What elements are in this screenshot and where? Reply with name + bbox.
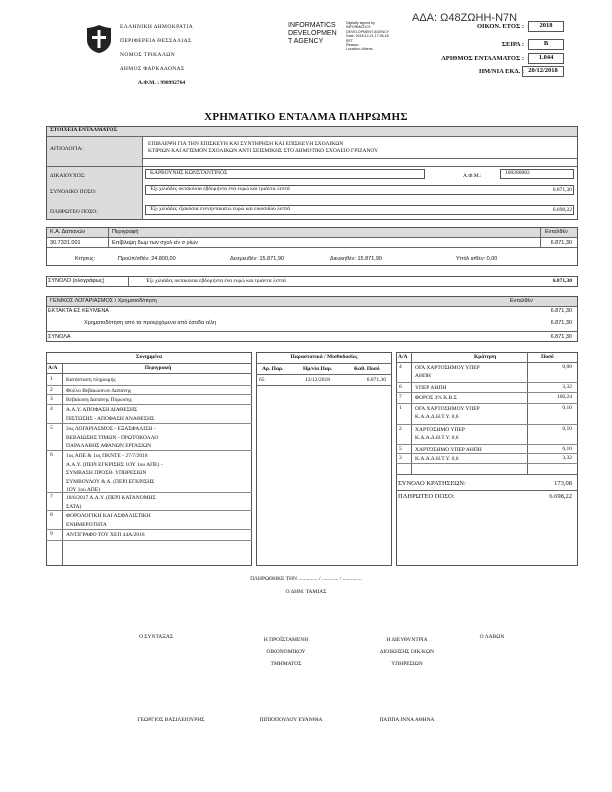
synoliko-words: Έξι χιλιάδες οκτακόσια εβδομήντα ένα ευρώ και τριάντα λεπτά <box>145 185 574 195</box>
accounts-header: ΓΕΝΙΚΟΣ ΛΟΓΑΡΙΑΣΜΟΣ / Χρηματοδότηση <box>50 298 157 304</box>
deduction-name <box>415 394 457 402</box>
attachment-number: 7 <box>50 494 53 500</box>
signature-line: Reason: <box>346 43 360 48</box>
deduction-amount: 166,24 <box>556 394 572 400</box>
accounts-row1-label: ΕΚΤΑΚΤΑ ΕΣ ΚΕΥΜΕΝΑ <box>48 308 109 314</box>
attachment-description-line: ΒΕΒΑΙΩΣΗΣ ΤΙΜΩΝ - ΠΡΩΤΟΚΟΛΛΟ <box>66 434 159 441</box>
deduction-name-line: ΟΓΑ ΧΑΡΤΟΣΗΜΟΥ ΥΠΕΡ <box>415 406 480 412</box>
signing-agency <box>288 22 337 46</box>
aitiologia-text <box>148 141 378 155</box>
aitiologia-line: ΚΤΙΡΙΩΝ ΚΑΙ ΑΓΙΣΜΟΝ ΣΧΟΛΙΚΩΝ ΑΝΤΙ ΣΕΙΣΜΙΚΗΣ ΣΤΟ ΔΗΜΟΤΙΚΟ ΣΧΟΛΕΙΟ ΓΡΙΖΑΝΟΥ <box>148 148 379 154</box>
deduction-amount: 0,00 <box>562 364 572 370</box>
agency-line: INFORMATICS <box>288 22 336 29</box>
synolo-label: ΣΥΝΟΛΟ (ολογράφως) <box>48 278 105 284</box>
signature-line: Location: Athens <box>346 47 373 52</box>
signature-title-line: ΤΜΗΜΑΤΟΣ <box>270 661 302 667</box>
authority-line: ΕΛΛΗΝΙΚΗ ΔΗΜΟΚΡΑΤΙΑ <box>120 24 194 30</box>
attachment-description-line: ΠΑΡΑΛΑΒΗΣ ΑΦΑΝΩΝ ΕΡΓΑΣΙΩΝ <box>66 443 152 449</box>
deduction-name-line: ΧΑΡΤΟΣΗΜΟ ΥΠΕΡ <box>415 427 465 433</box>
plirotero-label: ΠΛΗΡΩΤΕΟ ΠΟΣΟ: <box>50 209 98 215</box>
attachment-description <box>66 494 156 511</box>
deduction-name <box>415 405 480 421</box>
attachment-description-line: 18/6/2017 Α.Α.Υ. (ΠΕΡΙ ΚΑΤΑΝΟΜΗΣ <box>66 495 156 501</box>
attachment-description-line: 1ΟΥ 1ου ΑΠΕ) <box>66 487 101 493</box>
ka-detail-desmeuthen: Δεσμευθέν: 15.871,90 <box>230 256 284 262</box>
signature-title-line: Η ΔΙΕΥΘΥΝΤΡΙΑ <box>386 637 428 643</box>
divider <box>46 237 578 238</box>
authority-line: ΝΟΜΟΣ ΤΡΙΚΑΛΩΝ <box>120 52 176 58</box>
ka-header-code: Κ.Α. Δαπανών <box>50 229 86 235</box>
attachment-number: 9 <box>50 531 53 537</box>
deduction-name <box>415 426 465 442</box>
agency-line: T AGENCY <box>288 38 324 45</box>
signature-title-line: ΥΠΗΡΕΣΙΩΝ <box>391 661 423 667</box>
deduction-row <box>396 454 578 464</box>
accounts-row1-value: 6.871,30 <box>550 308 572 314</box>
deduction-amount: 0,10 <box>562 405 572 411</box>
deduction-name-line: ΥΠΕΡ ΑΗΠΗ <box>415 385 447 391</box>
divider <box>396 474 578 475</box>
signature-line: Date: 2018.12.21 17:35:18 <box>346 34 389 39</box>
attachment-row <box>46 405 252 424</box>
divider <box>46 363 252 364</box>
synoliko-label: ΣΥΝΟΛΙΚΟ ΠΟΣΟ: <box>50 189 97 195</box>
signature-line: INFORMATICS <box>346 25 371 30</box>
invoices-header-num: Αρ. Παρ. <box>262 366 284 372</box>
attachment-description-line: ΠΙΣΤΩΣΗΣ - ΑΠΟΦΑΣΗ ΑΝΑΘΕΣΗΣ <box>66 415 155 422</box>
signature-title-line: Ο ΣΥΝΤΑΞΑΣ <box>138 634 174 640</box>
ka-detail-dieukithen: Διευκηθέν: 15.871,90 <box>330 256 382 262</box>
attachment-description <box>66 425 158 451</box>
deduction-amount: 3,32 <box>562 455 572 461</box>
dikaiouxos-label: ΔΙΚΑΙΟΥΧΟΣ: <box>50 173 86 179</box>
dikaiouxos-value: ΚΑΡΒΟΥΝΗΣ ΚΩΝΣΤΑΝΤΙΝΟΣ <box>145 169 425 179</box>
meta-value-date: 20/12/2018 <box>522 66 564 77</box>
signatory-name-composer: ΓΕΩΡΓΙΟΣ ΒΑΣΙΛΕΙΟΥΡΗΣ <box>137 717 205 723</box>
deduction-row <box>396 363 578 383</box>
meta-value-series: Β <box>528 39 564 50</box>
attachment-description-line: ΣΑΤΑ) <box>66 503 82 510</box>
meta-label-series: ΣΕΙΡΑ : <box>501 41 524 48</box>
deduction-name-line: ΦΟΡΟΣ 3% Κ.Β.Σ <box>415 395 457 401</box>
deduction-name-line: Κ.Α.Α.Δ.Η.Τ.Υ. 0,6 <box>415 414 459 420</box>
synolo-words: Έξι χιλιάδες οκτακόσια εβδομήντα ένα ευρώ και τριάντα λεπτά <box>146 278 286 284</box>
deduction-name-line: Κ.Α.Α.Δ.Η.Τ.Υ. 0,6 <box>415 435 459 441</box>
attachment-row <box>46 386 252 395</box>
deductions-payable-label: ΠΛΗΡΩΤΕΟ ΠΟΣΟ: <box>398 493 455 500</box>
signature-title-head <box>236 634 336 670</box>
deduction-amount: 0,10 <box>562 446 572 452</box>
signatory-name-director: ΠΑΠΠΑ ΙΝΝΑ ΑΘΗΝΑ <box>379 717 435 723</box>
deduction-row <box>396 425 578 445</box>
deductions-header-name: Κράτηση <box>474 354 497 360</box>
page-title: ΧΡΗΜΑΤΙΚΟ ΕΝΤΑΛΜΑ ΠΛΗΡΩΜΗΣ <box>204 111 408 123</box>
attachment-description <box>66 531 145 540</box>
deductions-header-amount: Ποσό <box>541 354 554 360</box>
ka-amount: 6.871,30 <box>550 240 572 246</box>
attachment-description-line: ΣΥΜΒΟΥΛΟΥ & Α. (ΠΕΡΙ ΕΓΚΡΙΣΗΣ <box>66 478 155 485</box>
deduction-number: 4 <box>399 364 402 370</box>
signature-title-line: Η ΠΡΟΪΣΤΑΜΕΝΗ <box>263 637 309 643</box>
attachment-description-line: ΕΝΗΜΕΡΟΤΗΤΑ <box>66 521 107 528</box>
invoices-header-date: Ημ/νία Παρ. <box>303 366 333 372</box>
divider <box>46 373 252 374</box>
meta-value-number: 1.044 <box>528 53 564 64</box>
attachment-number: 8 <box>50 512 53 518</box>
deduction-row <box>396 445 578 454</box>
attachment-description-line: Α.Α.Υ. ΑΠΟΦΑΣΗ ΔΙΑΘΕΣΗΣ <box>66 407 138 413</box>
attachments-header-aa: Α/Α <box>48 365 58 371</box>
paid-on-line: ΠΛΗΡΩΘΗΚΕ ΤΗΝ .............. / ............ / .............. <box>250 576 362 582</box>
deduction-row <box>396 404 578 425</box>
deduction-name <box>415 446 482 454</box>
invoice-amount: 6.871,30 <box>366 377 386 383</box>
attachments-header-desc: Περιγραφή <box>144 365 172 371</box>
authority-line: ΠΕΡΙΦΕΡΕΙΑ ΘΕΣΣΑΛΙΑΣ <box>120 38 192 44</box>
attachment-description-line: 2ος ΛΟΓΑΡΙΑΣΜΟΣ - ΕΞΑΣΦΑΛΙΣΗ - <box>66 426 156 432</box>
accounts-header-amount: Ενταλθέν <box>510 298 533 304</box>
signature-title-line: Ο ΛΑΒΩΝ <box>479 634 505 640</box>
ka-code: 30.7331.001 <box>50 240 81 246</box>
signatory-name-head: ΠΙΠΙΟΠΟΥΛΟΥ ΕΥΑΝΘΙΑ <box>259 717 323 723</box>
attachments-title: Συνημμένα <box>135 354 163 360</box>
deduction-name-line: Κ.Α.Α.Δ.Η.Τ.Υ. 0,6 <box>415 456 459 462</box>
attachment-description <box>66 512 151 529</box>
plirotero-words: Έξι χιλιάδες εξακόσια ενενηντακατώ ευρώ και εικοσιδύο λεπτά <box>145 205 574 215</box>
deduction-number: 1 <box>399 405 402 411</box>
divider <box>108 227 109 247</box>
divider <box>46 166 578 167</box>
deduction-name <box>415 455 459 463</box>
synoliko-value: 6.871,30 <box>552 187 572 193</box>
deduction-number: 2 <box>399 426 402 432</box>
section-header: ΣΤΟΙΧΕΙΑ ΕΝΤΑΛΜΑΤΟΣ <box>47 127 577 136</box>
signature-title-line: ΟΙΚΟΝΟΜΙΚΟΥ <box>266 649 306 655</box>
divider <box>46 247 578 248</box>
deduction-amount: 3,32 <box>562 384 572 390</box>
divider <box>142 136 143 220</box>
attachment-description-line: Α.Α.Υ. (ΠΕΡΙ ΕΓΚΡΙΣΗΣ 1ΟΥ 1ου ΑΠΕ) - <box>66 461 163 468</box>
invoice-num: 65 <box>259 377 265 383</box>
attachment-number: 3 <box>50 396 53 402</box>
coat-of-arms-icon <box>86 24 112 54</box>
accounts-total-label: ΣΥΝΟΛΑ <box>48 334 71 340</box>
signature-line: DEVELOPMENT AGENCY <box>346 29 390 34</box>
deduction-name-line: ΟΓΑ ΧΑΡΤΟΣΗΜΟΥ ΥΠΕΡ <box>415 365 480 371</box>
meta-label-year: ΟΙΚΟΝ. ΕΤΟΣ : <box>476 23 524 30</box>
signature-title-director <box>352 634 462 670</box>
attachment-description-line: Φύλλο Βεβαιώσεων Δαπάνης <box>66 388 132 394</box>
attachment-row <box>46 451 252 493</box>
attachment-number: 4 <box>50 406 53 412</box>
authority-afm: Α.Φ.Μ. : 998992764 <box>138 80 186 86</box>
attachment-row <box>46 530 252 541</box>
deduction-name <box>415 384 446 392</box>
attachment-description <box>66 396 132 405</box>
deduction-name <box>415 364 480 380</box>
ada-watermark: ΑΔΑ: Ω48ΖΩΗΗ-Ν7Ν <box>412 12 518 24</box>
deductions-header-aa: Α/Α <box>398 354 408 360</box>
attachment-description <box>66 452 163 495</box>
ka-detail-proypologisthen: Προϋπ/σθέν: 24.800,00 <box>118 256 176 262</box>
deductions-payable-value: 6.698,22 <box>549 493 572 500</box>
deduction-name-line: ΑΗΠΗ <box>415 373 431 379</box>
authority-line: ΔΗΜΟΣ ΦΑΡΚΑΔΟΝΑΣ <box>120 66 185 72</box>
synolo-box <box>46 276 578 287</box>
afm-label: Α.Φ.Μ.: <box>463 173 482 179</box>
deduction-row <box>396 393 578 404</box>
treasurer-title: Ο ΔΗΜ. ΤΑΜΙΑΣ <box>285 589 327 595</box>
authority-header <box>120 24 193 80</box>
invoices-header-amount: Καθ. Ποσό <box>354 366 380 372</box>
accounts-row2-label: Χρηματοδότηση από τα προερχόμενα από έσοδα τέλη <box>84 320 217 326</box>
agency-line: DEVELOPMEN <box>288 30 337 37</box>
divider <box>46 331 578 332</box>
signature-title-line: ΔΙΟΙΚΗΣΗΣ ΟΙΚ/ΚΩΝ <box>379 649 435 655</box>
accounts-total-value: 6.871,30 <box>550 334 572 340</box>
invoices-title: Παραστατικά / Μισθοδοσίες <box>290 354 358 360</box>
divider <box>256 363 392 364</box>
divider <box>128 276 129 287</box>
meta-label-date: ΗΜ/ΝΙΑ ΕΚΔ. : <box>478 68 524 75</box>
deduction-name-line: ΧΑΡΤΟΣΗΜΟ ΥΠΕΡ ΑΗΠΗ <box>415 447 482 453</box>
attachment-row <box>46 493 252 511</box>
attachment-description <box>66 406 154 423</box>
attachment-description-line: ΑΝΤΙΓΡΑΦΟ ΤΟΥ ΧΕΠ 44Α/2018 <box>66 532 145 538</box>
deduction-number: 3 <box>399 455 402 461</box>
attachment-description-line: ΣΥΜΒΑΣΗ ΠΡΟΣΘ. ΥΠΗΡΕΣΙΩΝ <box>66 470 147 476</box>
signature-title-receiver <box>462 634 522 641</box>
aitiologia-label: ΑΙΤΙΟΛΟΓΙΑ: <box>50 146 83 152</box>
plirotero-value: 6.698,22 <box>552 207 572 213</box>
divider <box>46 306 578 307</box>
deductions-total-value: 173,08 <box>554 480 572 487</box>
signature-line: EET <box>346 38 353 43</box>
attachment-description <box>66 376 116 385</box>
deduction-number: 7 <box>399 394 402 400</box>
ka-header-amount: Ενταλθέν <box>545 229 568 235</box>
divider <box>256 385 392 386</box>
invoice-date: 13/12/2018 <box>305 377 331 383</box>
synolo-value: 6.871,30 <box>552 278 572 284</box>
attachment-row <box>46 511 252 530</box>
digital-signature-details <box>346 21 389 52</box>
attachment-description-line: 1ος ΑΠΕ & 1ος ΠΚΝΤΕ - 27/7/2018 <box>66 453 148 459</box>
attachment-number: 2 <box>50 387 53 393</box>
attachment-description-line: Κατάσταση πληρωμής <box>66 377 116 383</box>
signature-line: Digitally signed by <box>346 21 375 25</box>
deduction-number: 5 <box>399 446 402 452</box>
attachment-number: 6 <box>50 452 53 458</box>
signature-title-composer <box>106 634 206 641</box>
deductions-rows <box>396 363 578 464</box>
attachment-description-line: ΦΟΡΟΛΟΓΙΚΗ ΚΑΙ ΑΣΦΑΛΙΣΤΙΚΗ <box>66 513 151 519</box>
attachment-number: 1 <box>50 376 53 382</box>
divider <box>142 158 578 159</box>
divider <box>396 490 578 491</box>
ka-header-description: Περιγραφή <box>112 229 139 235</box>
meta-label-number: ΑΡΙΘΜΟΣ ΕΝΤΑΛΜΑΤΟΣ : <box>441 55 524 62</box>
afm-value: 100280082 <box>500 169 574 179</box>
attachment-row <box>46 375 252 386</box>
deduction-row <box>396 383 578 393</box>
divider <box>256 374 392 375</box>
accounts-row2-value: 6.871,30 <box>550 320 572 326</box>
attachment-number: 5 <box>50 425 53 431</box>
ka-detail-ypoloipo: Υπόλ ισθέν: 0,00 <box>456 256 498 262</box>
deductions-total-label: ΣΥΝΟΛΟ ΚΡΑΤΗΣΕΩΝ: <box>398 480 466 487</box>
aitiologia-line: ΕΠΙΒΛΕΨΗ ΓΙΑ ΤΗΝ ΕΠΙΣΚΕΥΗ ΚΑΙ ΣΥΝΤΗΡΗΣΗ ΚΑΙ ΕΠΙΣΚΕΥΗ ΣΧΟΛΙΚΩΝ <box>148 141 344 147</box>
deduction-amount: 0,10 <box>562 426 572 432</box>
attachment-row <box>46 424 252 451</box>
meta-value-year: 2018 <box>528 21 564 32</box>
ka-description: Επίβλεψη δωμ των σχολ είν σ ρίων <box>112 240 198 246</box>
attachments-rows <box>46 375 252 541</box>
attachment-row <box>46 395 252 405</box>
deduction-number: 6 <box>399 384 402 390</box>
ka-detail-ktiseis: Κτήσεις: <box>75 256 96 262</box>
attachment-description-line: Βεβαίωση Δαπάνης Πόρωσης <box>66 397 132 403</box>
